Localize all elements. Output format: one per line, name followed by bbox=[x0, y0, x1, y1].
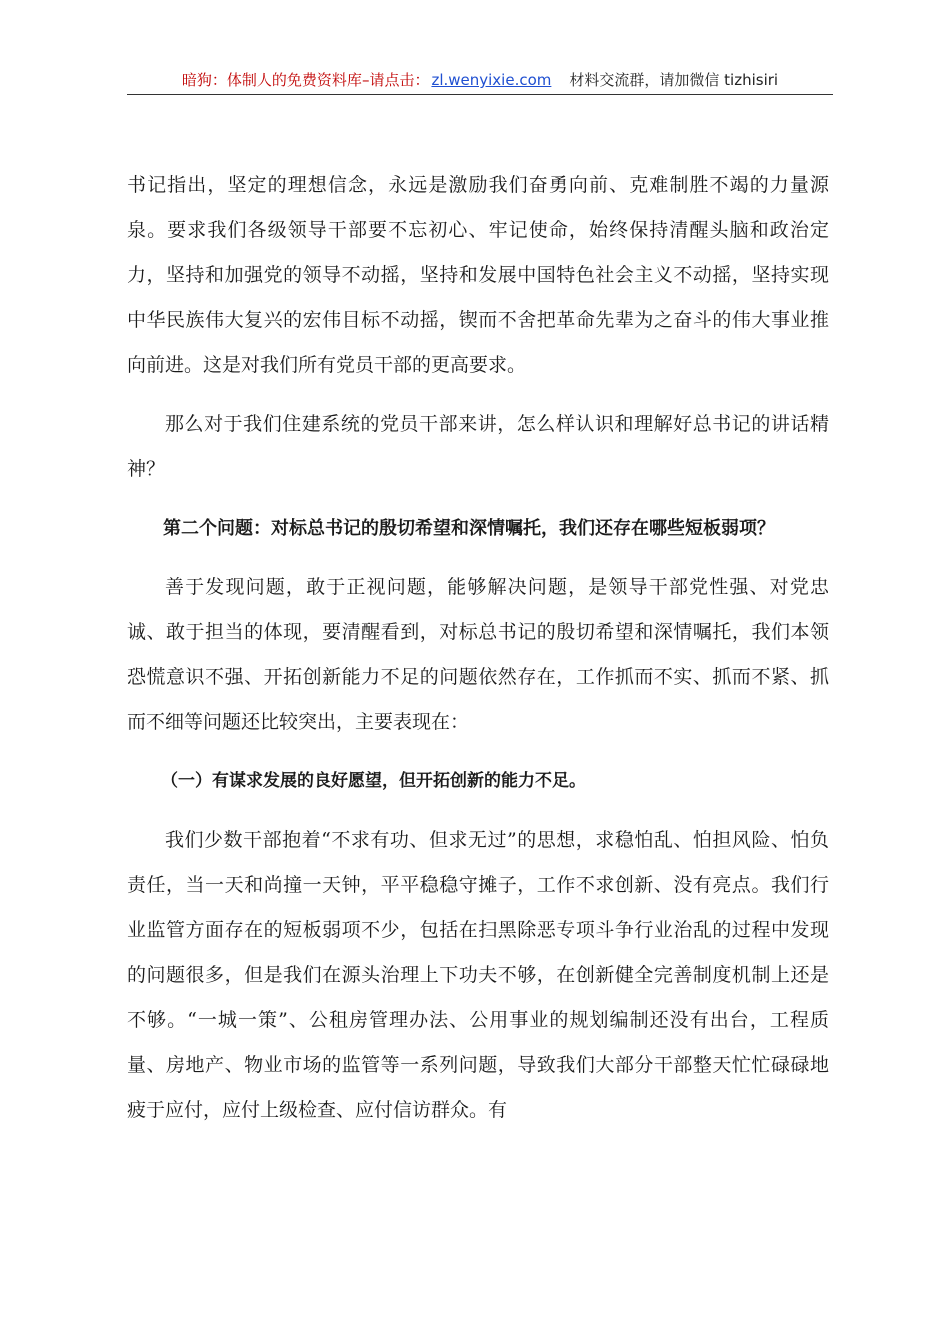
paragraph-3: 善于发现问题，敢于正视问题，能够解决问题，是领导干部党性强、对党忠诚、敢于担当的体现，要清醒看到，对标总书记的殷切希望和深情嘱托，我们本领恐慌意识不强、开拓创新能力不足的问题依然存在，工作抓而不实、抓而不紧、抓而不细等问题还比较突出，主要表现在： bbox=[127, 576, 829, 733]
header-prompt: –请点击： bbox=[361, 71, 430, 89]
page-header bbox=[127, 66, 833, 95]
paragraph-4: 我们少数干部抱着“不求有功、但求无过”的思想，求稳怕乱、怕担风险、怕负责任，当一天和尚撞一天钟，平平稳稳守摊子，工作不求创新、没有亮点。我们行业监管方面存在的短板弱项不少，包括在扫黑除恶专项斗争行业治乱的过程中发现的问题很多，但是我们在源头治理上下功夫不够，在创新健全完善制度机制上还是不够。“一城一策”、公租房管理办法、公用事业的规划编制还没有出台，工程质量、房地产、物业市场的监管等一系列问题，导致我们大部分干部整天忙忙碌碌地疲于应付，应付上级检查、应付信访群众。有 bbox=[127, 829, 829, 1121]
document-body bbox=[127, 163, 829, 1133]
subheading-1: （一）有谋求发展的良好愿望，但开拓创新的能力不足。 bbox=[161, 771, 586, 791]
paragraph-2: 那么对于我们住建系统的党员干部来讲，怎么样认识和理解好总书记的讲话精神？ bbox=[127, 413, 829, 480]
header-brand: 暗狗：体制人的免费资料库 bbox=[181, 71, 362, 89]
section-heading-2: 第二个问题：对标总书记的殷切希望和深情嘱托，我们还存在哪些短板弱项？ bbox=[163, 518, 775, 539]
header-link[interactable]: zl.wenyixie.com bbox=[431, 71, 552, 89]
paragraph-1: 书记指出，坚定的理想信念，永远是激励我们奋勇向前、克难制胜不竭的力量源泉。要求我们各级领导干部要不忘初心、牢记使命，始终保持清醒头脑和政治定力，坚持和加强党的领导不动摇，坚持和发展中国特色社会主义不动摇，坚持实现中华民族伟大复兴的宏伟目标不动摇，锲而不舍把革命先辈为之奋斗的伟大事业推向前进。这是对我们所有党员干部的更高要求。 bbox=[127, 174, 829, 376]
header-contact: 材料交流群，请加微信 tizhisiri bbox=[569, 71, 779, 89]
